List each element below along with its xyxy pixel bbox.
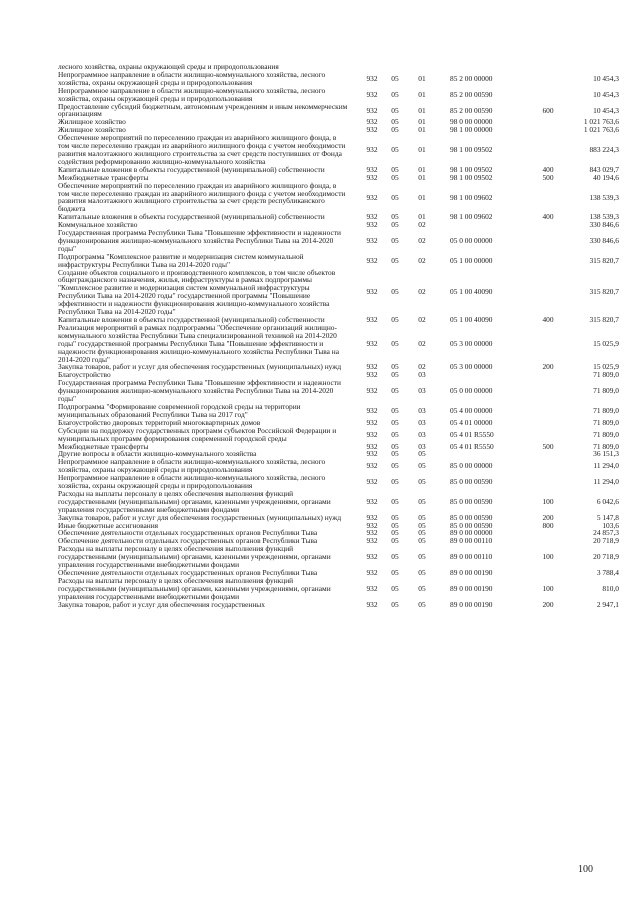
target-article-code: 05 4 01 R5550 — [450, 441, 494, 451]
section-code: 05 — [391, 599, 399, 609]
amount: 71 809,0 — [593, 441, 619, 451]
expense-type-code: 100 — [542, 496, 554, 506]
table-row — [58, 182, 618, 214]
admin-code: 932 — [366, 599, 378, 609]
table-row — [58, 363, 618, 371]
target-article-code: 98 1 00 09602 — [450, 192, 493, 202]
subsection-code: 03 — [418, 405, 426, 415]
section-code: 05 — [391, 362, 399, 372]
table-row — [58, 229, 618, 253]
admin-code: 932 — [366, 117, 378, 127]
amount: 330 846,6 — [589, 220, 619, 230]
row-name: Благоустройство — [58, 370, 111, 380]
expense-type-code: 100 — [542, 583, 554, 593]
amount: 315 820,7 — [589, 255, 619, 265]
row-name: Непрограммное направление в области жилищно-коммунального хозяйства, лесного хозяйства, охраны окружающей среды и природопользования — [58, 457, 326, 475]
subsection-code: 01 — [418, 117, 426, 127]
subsection-code: 01 — [418, 172, 426, 182]
amount: 20 718,9 — [593, 552, 619, 562]
amount: 10 454,3 — [593, 105, 619, 115]
row-name: Реализация мероприятий в рамках подпрограммы "Обеспечение организаций жилищно-коммунального хозяйства Республики Тыва специализированной техникой на 2014-2020 годы" государственной программы Республики Тыва "Повышение эффективности и надежности функционирования жилищно-коммунального хозяйства Республики Тыва на 2014-2020 годы" — [58, 322, 340, 364]
amount: 15 025,9 — [593, 362, 619, 372]
target-article-code: 98 1 00 09502 — [450, 172, 493, 182]
subsection-code: 02 — [418, 338, 426, 348]
section-code: 05 — [391, 236, 399, 246]
target-article-code: 05 0 00 00000 — [450, 386, 493, 396]
admin-code: 932 — [366, 441, 378, 451]
target-article-code: 98 1 00 09602 — [450, 212, 493, 222]
target-article-code: 05 4 00 00000 — [450, 405, 493, 415]
subsection-code: 02 — [418, 220, 426, 230]
section-code: 05 — [391, 287, 399, 297]
row-name: Иные бюджетные ассигнования — [58, 520, 159, 530]
budget-table — [58, 63, 618, 609]
subsection-code: 02 — [418, 315, 426, 324]
subsection-code: 05 — [418, 536, 426, 546]
section-code: 05 — [391, 417, 399, 427]
row-name: Капитальные вложения в объекты государственной (муниципальной) собственности — [58, 212, 325, 222]
row-name: Предоставление субсидий бюджетным, автономным учреждениям и иным некоммерческим организациям — [58, 101, 348, 119]
amount: 330 846,6 — [589, 236, 619, 246]
row-name: Обеспечение деятельности отдельных государственных органов Республики Тыва — [58, 536, 318, 546]
row-name: Закупка товаров, работ и услуг для обеспечения государственных (муниципальных) нужд — [58, 512, 342, 522]
admin-code: 932 — [366, 164, 378, 174]
table-row — [58, 253, 618, 269]
section-code: 05 — [391, 125, 399, 135]
table-row — [58, 213, 618, 221]
target-article-code: 98 1 00 09502 — [450, 164, 493, 174]
admin-code: 932 — [366, 405, 378, 415]
row-name: Другие вопросы в области жилищно-коммунального хозяйства — [58, 449, 257, 459]
admin-code: 932 — [366, 386, 378, 396]
amount: 810,0 — [602, 583, 619, 593]
admin-code: 932 — [366, 552, 378, 562]
section-code: 05 — [391, 583, 399, 593]
target-article-code: 98 1 00 00000 — [450, 125, 493, 135]
row-name: Подпрограмма "Комплексное развитие и модернизация систем коммунальной инфраструктуры Республики Тыва на 2014-2020 годы" — [58, 251, 304, 269]
expense-type-code: 200 — [542, 362, 554, 372]
amount: 20 718,9 — [593, 536, 619, 546]
subsection-code: 01 — [418, 73, 426, 83]
amount: 71 809,0 — [593, 370, 619, 380]
section-code: 05 — [391, 89, 399, 99]
amount: 5 147,8 — [596, 512, 619, 522]
section-code: 05 — [391, 461, 399, 471]
amount: 15 025,9 — [593, 338, 619, 348]
admin-code: 932 — [366, 528, 378, 538]
target-article-code: 85 2 00 00000 — [450, 73, 493, 83]
section-code: 05 — [391, 441, 399, 451]
expense-type-code: 500 — [542, 172, 554, 182]
table-row — [58, 474, 618, 490]
expense-type-code: 100 — [542, 552, 554, 562]
subsection-code: 05 — [418, 520, 426, 530]
subsection-code: 01 — [418, 89, 426, 99]
admin-code: 932 — [366, 338, 378, 348]
section-code: 05 — [391, 477, 399, 487]
row-name: Расходы на выплаты персоналу в целях обеспечения выполнения функций государственными (муниципальными) органами, казенными учреждениями, органами управления государственными внебюджетными фондами — [58, 544, 331, 570]
admin-code: 932 — [366, 73, 378, 83]
row-name: Обеспечение мероприятий по переселению граждан из аварийного жилищного фонда, в том числе переселению граждан из аварийного жилищного фонда с учетом необходимости развития малоэтажного жилищного строительства за счет средств поступивших от Фонда содействия реформированию жилищно-коммунального хозяйства — [58, 133, 346, 166]
admin-code: 932 — [366, 477, 378, 487]
section-code: 05 — [391, 512, 399, 522]
admin-code: 932 — [366, 220, 378, 230]
expense-type-code: 600 — [542, 105, 554, 115]
row-name: Закупка товаров, работ и услуг для обеспечения государственных — [58, 599, 265, 609]
target-article-code: 89 0 00 00110 — [450, 552, 493, 562]
row-name: Обеспечение деятельности отдельных государственных органов Республики Тыва — [58, 568, 318, 577]
amount: 138 539,3 — [589, 212, 619, 222]
subsection-code: 03 — [418, 370, 426, 380]
section-code: 05 — [391, 192, 399, 202]
amount: 1 021 763,6 — [583, 125, 619, 135]
row-name: Непрограммное направление в области жилищно-коммунального хозяйства, лесного хозяйства, охраны окружающей среды и природопользования — [58, 85, 326, 103]
subsection-code: 03 — [418, 441, 426, 451]
subsection-code: 01 — [418, 192, 426, 202]
table-row — [58, 269, 618, 316]
subsection-code: 05 — [418, 512, 426, 522]
row-name: Расходы на выплаты персоналу в целях обеспечения выполнения функций государственными (муниципальными) органами, казенными учреждениями, органами управления государственными внебюджетными фондами — [58, 575, 331, 601]
section-code: 05 — [391, 172, 399, 182]
row-name: Капитальные вложения в объекты государственной (муниципальной) собственности — [58, 164, 325, 174]
target-article-code: 89 0 00 00110 — [450, 536, 493, 546]
table-row — [58, 545, 618, 569]
amount: 11 294,0 — [593, 477, 619, 487]
expense-type-code: 800 — [542, 520, 554, 530]
amount: 36 151,3 — [593, 449, 619, 459]
subsection-code: 02 — [418, 287, 426, 297]
target-article-code: 05 1 00 40090 — [450, 315, 493, 324]
target-article-code: 05 1 00 40090 — [450, 287, 493, 297]
amount: 10 454,3 — [593, 89, 619, 99]
table-row — [58, 71, 618, 87]
row-name: Жилищное хозяйство — [58, 125, 126, 135]
row-name: Создание объектов социального и производственного комплексов, в том числе объектов общегражданского назначения, жилья, инфраструктуры в рамках подпрограммы "Комплексное развитие и модернизация систем коммунальной инфраструктуры Республики Тыва на 2014-2020 годы" государственной программы "Повышение эффективности и надежности функционирования жилищно-коммунального хозяйства Республики Тыва на 2014-2020 годы" — [58, 267, 336, 317]
row-name: Обеспечение деятельности отдельных государственных органов Республики Тыва — [58, 528, 318, 538]
row-name: Субсидии на поддержку государственных программ субъектов Российской Федерации и муниципальных программ формирования современной городской среды — [58, 425, 337, 443]
row-name: Межбюджетные трансферты — [58, 441, 149, 451]
subsection-code: 01 — [418, 212, 426, 222]
admin-code: 932 — [366, 172, 378, 182]
section-code: 05 — [391, 212, 399, 222]
admin-code: 932 — [366, 512, 378, 522]
target-article-code: 98 0 00 00000 — [450, 117, 493, 127]
table-row — [58, 490, 618, 514]
subsection-code: 01 — [418, 125, 426, 135]
row-name: Государственная программа Республики Тыва "Повышение эффективности и надежности функционирования жилищно-коммунального хозяйства Республики Тыва на 2014-2020 годы" — [58, 228, 341, 253]
admin-code: 932 — [366, 370, 378, 380]
section-code: 05 — [391, 552, 399, 562]
amount: 10 454,3 — [593, 73, 619, 83]
subsection-code: 01 — [418, 145, 426, 155]
subsection-code: 05 — [418, 477, 426, 487]
row-name: Непрограммное направление в области жилищно-коммунального хозяйства, лесного хозяйства, охраны окружающей среды и природопользования — [58, 69, 326, 87]
table-row — [58, 379, 618, 403]
section-code: 05 — [391, 145, 399, 155]
admin-code: 932 — [366, 236, 378, 246]
section-code: 05 — [391, 405, 399, 415]
row-name: Расходы на выплаты персоналу в целях обеспечения выполнения функций государственными (муниципальными) органами, казенными учреждениями, органами управления государственными внебюджетными фондами — [58, 488, 331, 514]
table-row — [58, 134, 618, 166]
admin-code: 932 — [366, 287, 378, 297]
row-name: Государственная программа Республики Тыва "Повышение эффективности и надежности функционирования жилищно-коммунального хозяйства Республики Тыва на 2014-2020 годы" — [58, 378, 341, 404]
subsection-code: 05 — [418, 583, 426, 593]
section-code: 05 — [391, 73, 399, 83]
table-row — [58, 87, 618, 103]
amount: 6 042,6 — [596, 496, 619, 506]
expense-type-code: 200 — [542, 512, 554, 522]
admin-code: 932 — [366, 315, 378, 324]
target-article-code: 05 1 00 00000 — [450, 255, 493, 265]
target-article-code: 05 3 00 00000 — [450, 338, 493, 348]
expense-type-code: 400 — [542, 212, 554, 222]
table-row — [58, 324, 618, 364]
admin-code: 932 — [366, 89, 378, 99]
section-code: 05 — [391, 449, 399, 459]
row-name: Благоустройство дворовых территорий многоквартирных домов — [58, 417, 261, 427]
amount: 2 947,1 — [596, 599, 619, 609]
section-code: 05 — [391, 220, 399, 230]
subsection-code: 02 — [418, 236, 426, 246]
expense-type-code: 200 — [542, 599, 554, 609]
target-article-code: 85 0 00 00590 — [450, 477, 493, 487]
subsection-code: 05 — [418, 461, 426, 471]
amount: 11 294,0 — [593, 461, 619, 471]
admin-code: 932 — [366, 255, 378, 265]
amount: 315 820,7 — [589, 287, 619, 297]
target-article-code: 89 0 00 00190 — [450, 599, 493, 609]
section-code: 05 — [391, 164, 399, 174]
table-row — [58, 403, 618, 419]
section-code: 05 — [391, 117, 399, 127]
amount: 71 809,0 — [593, 386, 619, 396]
subsection-code: 05 — [418, 568, 426, 577]
subsection-code: 03 — [418, 417, 426, 427]
amount: 138 539,3 — [589, 192, 619, 202]
admin-code: 932 — [366, 496, 378, 506]
admin-code: 932 — [366, 212, 378, 222]
section-code: 05 — [391, 255, 399, 265]
admin-code: 932 — [366, 192, 378, 202]
target-article-code: 85 0 00 00590 — [450, 512, 493, 522]
target-article-code: 85 0 00 00590 — [450, 520, 493, 530]
subsection-code: 05 — [418, 449, 426, 459]
target-article-code: 05 4 01 00000 — [450, 417, 493, 427]
target-article-code: 89 0 00 00000 — [450, 528, 493, 538]
amount: 843 029,7 — [589, 164, 619, 174]
section-code: 05 — [391, 568, 399, 577]
table-row — [58, 601, 618, 609]
table-row — [58, 103, 618, 119]
table-row — [58, 118, 618, 126]
admin-code: 932 — [366, 583, 378, 593]
admin-code: 932 — [366, 568, 378, 577]
admin-code: 932 — [366, 429, 378, 439]
target-article-code: 85 0 00 00000 — [450, 461, 493, 471]
table-row — [58, 458, 618, 474]
target-article-code: 05 4 01 R5550 — [450, 429, 494, 439]
target-article-code: 05 3 00 00000 — [450, 362, 493, 372]
admin-code: 932 — [366, 145, 378, 155]
expense-type-code: 400 — [542, 164, 554, 174]
row-name: Подпрограмма "Формирование современной городской среды на территории муниципальных образований Республики Тыва на 2017 год" — [58, 401, 301, 419]
admin-code: 932 — [366, 461, 378, 471]
table-row — [58, 427, 618, 443]
admin-code: 932 — [366, 449, 378, 459]
section-code: 05 — [391, 536, 399, 546]
section-code: 05 — [391, 528, 399, 538]
row-name: Коммунальное хозяйство — [58, 220, 138, 230]
section-code: 05 — [391, 429, 399, 439]
section-code: 05 — [391, 496, 399, 506]
admin-code: 932 — [366, 417, 378, 427]
row-name: Закупка товаров, работ и услуг для обеспечения государственных (муниципальных) нужд — [58, 362, 342, 372]
admin-code: 932 — [366, 125, 378, 135]
amount: 103,6 — [602, 520, 619, 530]
subsection-code: 03 — [418, 386, 426, 396]
row-name: Обеспечение мероприятий по переселению граждан из аварийного жилищного фонда, в том числе переселению граждан из аварийного жилищного фонда с учетом необходимости развития малоэтажного жилищного строительства за счет средств республиканского бюджета — [58, 180, 346, 214]
amount: 71 809,0 — [593, 417, 619, 427]
table-row — [58, 577, 618, 601]
target-article-code: 05 0 00 00000 — [450, 236, 493, 246]
amount: 71 809,0 — [593, 405, 619, 415]
section-code: 05 — [391, 386, 399, 396]
section-code: 05 — [391, 520, 399, 530]
target-article-code: 89 0 00 00190 — [450, 568, 493, 577]
amount: 3 788,4 — [596, 568, 619, 577]
subsection-code: 01 — [418, 164, 426, 174]
target-article-code: 89 0 00 00190 — [450, 583, 493, 593]
amount: 315 820,7 — [589, 315, 619, 324]
row-name: лесного хозяйства, охраны окружающей среды и природопользования — [58, 62, 279, 71]
row-name: Межбюджетные трансферты — [58, 172, 149, 182]
admin-code: 932 — [366, 520, 378, 530]
admin-code: 932 — [366, 362, 378, 372]
target-article-code: 85 2 00 00590 — [450, 89, 493, 99]
target-article-code: 85 0 00 00590 — [450, 496, 493, 506]
section-code: 05 — [391, 370, 399, 380]
row-name: Жилищное хозяйство — [58, 117, 126, 127]
amount: 883 224,3 — [589, 145, 619, 155]
amount: 1 021 763,6 — [583, 117, 619, 127]
subsection-code: 03 — [418, 429, 426, 439]
row-name: Непрограммное направление в области жилищно-коммунального хозяйства, лесного хозяйства, охраны окружающей среды и природопользования — [58, 473, 326, 491]
amount: 24 857,3 — [593, 528, 619, 538]
subsection-code: 05 — [418, 599, 426, 609]
section-code: 05 — [391, 315, 399, 324]
subsection-code: 05 — [418, 528, 426, 538]
target-article-code: 98 1 00 09502 — [450, 145, 493, 155]
amount: 71 809,0 — [593, 429, 619, 439]
subsection-code: 02 — [418, 362, 426, 372]
target-article-code: 85 2 00 00590 — [450, 105, 493, 115]
amount: 40 194,6 — [593, 172, 619, 182]
expense-type-code: 500 — [542, 441, 554, 451]
admin-code: 932 — [366, 536, 378, 546]
row-name: Капитальные вложения в объекты государственной (муниципальной) собственности — [58, 315, 325, 324]
subsection-code: 01 — [418, 105, 426, 115]
admin-code: 932 — [366, 105, 378, 115]
section-code: 05 — [391, 105, 399, 115]
subsection-code: 05 — [418, 552, 426, 562]
expense-type-code: 400 — [542, 315, 554, 324]
subsection-code: 02 — [418, 255, 426, 265]
subsection-code: 05 — [418, 496, 426, 506]
section-code: 05 — [391, 338, 399, 348]
page-number: 100 — [578, 864, 593, 875]
